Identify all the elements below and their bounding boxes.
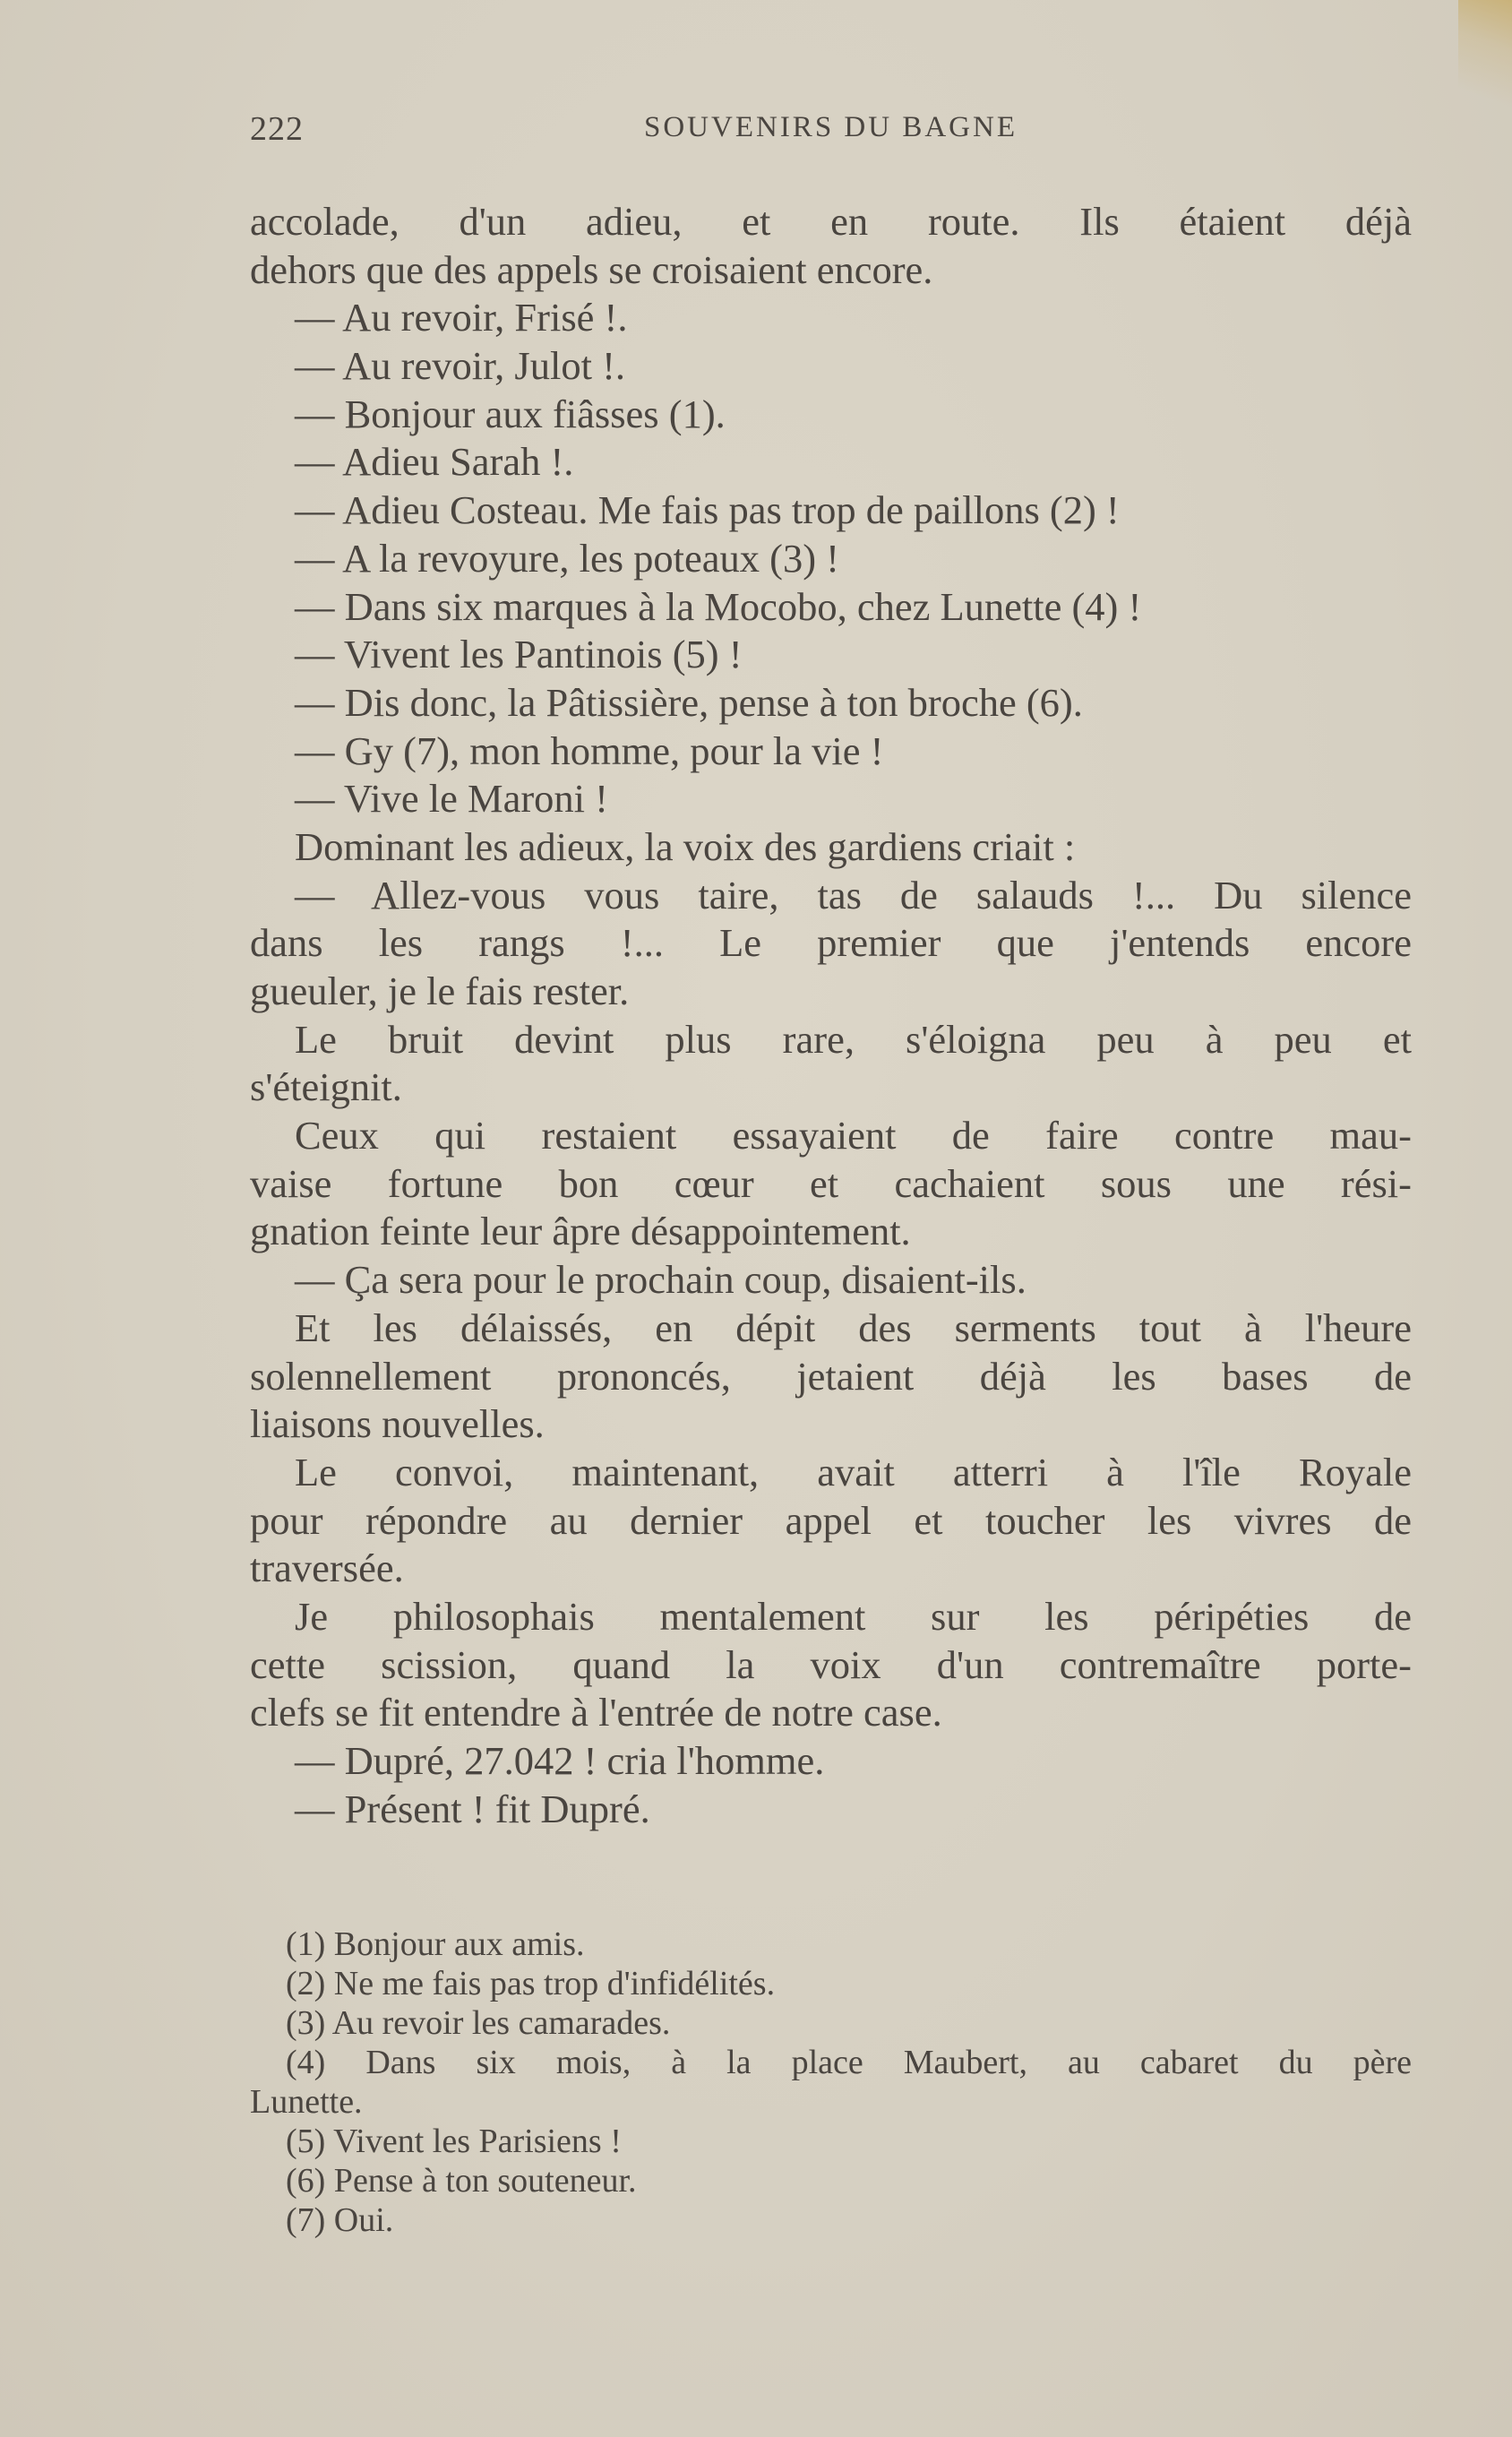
text-line: Ceux qui restaient essayaient de faire contre mau- [295,1113,1412,1158]
dialogue-line: — Allez-vous vous taire, tas de salauds !... Du silence [295,872,1412,917]
text-line: Et les délaissés, en dépit des serments tout à l'heure [295,1305,1412,1350]
text-line: gnation feinte leur âpre désappointement. [250,1209,911,1254]
text-line: cette scission, quand la voix d'un contremaître porte- [250,1641,1412,1687]
dialogue-line: — Bonjour aux fiâsses (1). [295,391,726,436]
text-line: Dominant les adieux, la voix des gardiens criait : [295,823,1076,869]
paper-stain [1458,0,1512,108]
dialogue-line: — Ça sera pour le prochain coup, disaient-ils. [295,1257,1027,1303]
footnote: (7) Oui. [286,2201,394,2239]
footnote: (1) Bonjour aux amis. [286,1925,585,1963]
dialogue-line: — Vivent les Pantinois (5) ! [295,632,743,677]
text-line: clefs se fit entendre à l'entrée de notre case. [250,1690,942,1735]
dialogue-line: — Au revoir, Julot !. [295,343,626,389]
dialogue-line: — Dupré, 27.042 ! cria l'homme. [295,1738,825,1783]
dialogue-line: — A la revoyure, les poteaux (3) ! [295,535,839,581]
text-line: Le bruit devint plus rare, s'éloigna peu à peu et [295,1016,1412,1062]
dialogue-line: — Présent ! fit Dupré. [295,1786,650,1831]
text-line: vaise fortune bon cœur et cachaient sous une rési- [250,1160,1412,1206]
dialogue-line: — Adieu Costeau. Me fais pas trop de paillons (2) ! [295,487,1120,533]
dialogue-line: — Adieu Sarah !. [295,439,574,485]
text-line: traversée. [250,1546,404,1591]
text-line: Je philosophais mentalement sur les péripéties de [295,1593,1412,1639]
text-line: gueuler, je le fais rester. [250,969,630,1013]
footnote: (6) Pense à ton souteneur. [286,2162,637,2200]
dialogue-line: — Vive le Maroni ! [295,776,608,822]
footnote: (2) Ne me fais pas trop d'infidélités. [286,1965,776,2002]
dialogue-line: — Dis donc, la Pâtissière, pense à ton broche (6). [295,679,1083,725]
page-number: 222 [250,110,304,148]
dialogue-line: — Gy (7), mon homme, pour la vie ! [295,728,884,773]
text-line: dehors que des appels se croisaient encore. [250,246,933,292]
text-line: solennellement prononcés, jetaient déjà les bases de [250,1353,1412,1399]
footnote: (3) Au revoir les camarades. [286,2004,671,2042]
text-line: dans les rangs !... Le premier que j'entends encore [250,920,1412,966]
body-text [250,198,1412,1833]
dialogue-line: — Au revoir, Frisé !. [295,295,628,340]
footnote: (4) Dans six mois, à la place Maubert, au cabaret du père [286,2044,1412,2081]
footnote: (5) Vivent les Parisiens ! [286,2123,622,2160]
dialogue-line: — Dans six marques à la Mocobo, chez Lunette (4) ! [295,583,1142,629]
text-line: accolade, d'un adieu, et en route. Ils étaient déjà [250,199,1412,244]
page-header [250,109,1412,159]
running-title: SOUVENIRS DU BAGNE [643,111,1018,143]
text-line: pour répondre au dernier appel et toucher les vivres de [250,1497,1412,1543]
footnotes [250,1925,1412,2240]
text-line: s'éteignit. [250,1064,402,1110]
text-line: Le convoi, maintenant, avait atterri à l'île Royale [295,1449,1412,1494]
footnote-continuation: Lunette. [250,2083,363,2121]
text-line: liaisons nouvelles. [250,1401,545,1447]
